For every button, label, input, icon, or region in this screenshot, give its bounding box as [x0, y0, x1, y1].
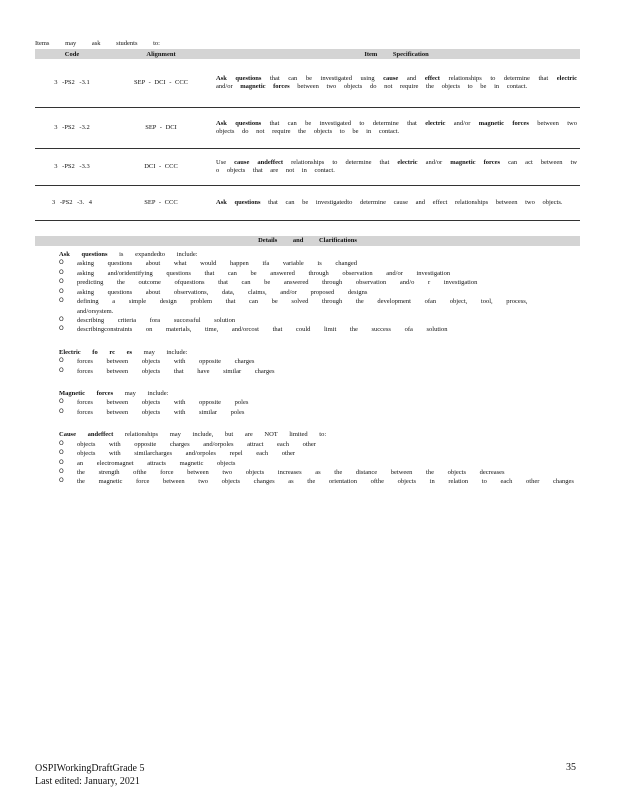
list-item	[45, 440, 575, 449]
table-row	[35, 186, 580, 221]
bold-text: effect	[424, 74, 440, 82]
details-group	[45, 389, 575, 417]
list-item-text: forces between objects with opposite charges	[77, 358, 255, 366]
list-item	[45, 477, 575, 486]
sub-list	[45, 259, 575, 334]
row-code: 3 -PS2 -3.1	[35, 59, 109, 108]
details-and-clarifications	[45, 250, 575, 500]
text-run: and/or	[417, 158, 451, 166]
bold-text: electric	[556, 74, 577, 82]
group-heading	[45, 250, 575, 259]
circle-bullet-icon: O	[59, 268, 64, 276]
list-item	[45, 316, 575, 325]
text-run: can act between tw o objects that are not in contact.	[216, 158, 578, 174]
row-specification	[213, 108, 580, 149]
group-heading-text	[59, 250, 198, 259]
bold-text: electric	[425, 119, 446, 127]
text-run: that can be investigated to determine that	[261, 119, 426, 127]
column-header-alignment: Alignment	[109, 49, 213, 59]
footer-last-edited: Last edited: January, 2021	[35, 776, 140, 787]
bold-text: Ask questions	[216, 198, 261, 206]
list-item-text: forces between objects with opposite poles	[77, 399, 249, 407]
text-run: and/or	[445, 119, 479, 127]
bold-text: forces	[483, 158, 501, 166]
circle-bullet-icon: O	[59, 357, 64, 365]
bold-text: electric	[397, 158, 418, 166]
text-run	[266, 83, 274, 90]
list-item	[45, 367, 575, 376]
list-item-text: asking and/oridentifying questions that can be answered through observation and/or investigation	[77, 269, 451, 277]
bold-text: forces	[512, 119, 529, 127]
row-specification	[213, 186, 580, 221]
circle-bullet-icon: O	[59, 407, 64, 415]
group-heading-text	[59, 389, 169, 398]
row-specification	[213, 149, 580, 186]
details-group	[45, 430, 575, 487]
text-run: Use	[216, 158, 235, 166]
circle-bullet-icon: O	[59, 458, 64, 466]
list-item-text: the magnetic force between two objects changes as the orientation ofthe objects in relation to each other changes	[77, 478, 574, 486]
list-item	[45, 408, 575, 417]
text-run: and	[398, 74, 425, 82]
row-code: 3 -PS2 -3.3	[35, 149, 109, 186]
details-section-header: Details and Clarifications	[35, 236, 580, 246]
bold-text: andeffect	[257, 158, 284, 166]
bold-text: magnetic	[478, 119, 505, 127]
list-item-text: forces between objects with similar poles	[77, 408, 245, 416]
circle-bullet-icon: O	[59, 477, 64, 485]
column-header-item-specification: Item Specification	[213, 49, 580, 59]
details-group	[45, 250, 575, 335]
text-run: may include:	[113, 390, 169, 398]
circle-bullet-icon: O	[59, 439, 64, 447]
circle-bullet-icon: O	[59, 468, 64, 476]
list-item	[45, 297, 575, 316]
list-item	[45, 449, 575, 458]
row-alignment: SEP - DCI - CCC	[109, 59, 213, 108]
group-heading-text	[59, 348, 187, 357]
list-item-text: an electromagnet attracts magnetic objects	[77, 459, 236, 467]
bold-text: Ask questions	[216, 74, 262, 82]
row-specification	[213, 59, 580, 108]
group-heading	[45, 389, 575, 398]
group-heading	[45, 430, 575, 439]
list-item-text: defining a simple design problem that can be solved through the development ofan object, tool, process, and/orsystem.	[77, 298, 528, 315]
bold-text: cause	[383, 74, 399, 82]
text-run: relationships may include, but are NOT limited to:	[113, 431, 327, 439]
text-run: may include:	[132, 348, 188, 356]
footer-document-title: OSPIWorkingDraftGrade 5	[35, 763, 145, 774]
table-row	[35, 59, 580, 108]
page-footer	[35, 762, 144, 788]
row-code: 3 -PS2 -3. 4	[35, 186, 109, 221]
table-header-row	[35, 49, 580, 59]
text-run: between two objects do not require the objects to be in contact.	[289, 83, 528, 90]
list-item-text: the strength ofthe force between two objects increases as the distance between the objects decreases	[77, 469, 505, 477]
circle-bullet-icon: O	[59, 398, 64, 406]
group-heading-text	[59, 430, 326, 439]
column-header-code: Code	[35, 49, 109, 59]
list-item-text: asking questions about observations, data, claims, and/or proposed designs	[77, 288, 368, 296]
table-row	[35, 149, 580, 186]
circle-bullet-icon: O	[59, 449, 64, 457]
sub-list	[45, 398, 575, 417]
sub-list	[45, 440, 575, 487]
page-number: 35	[566, 762, 576, 773]
text-run: relationships to determine that	[283, 158, 398, 166]
list-item	[45, 325, 575, 334]
text-run	[476, 159, 484, 166]
list-item-text: objects with similarcharges and/orpoles repel each other	[77, 450, 296, 458]
list-item-text: predicting the outcome ofquestions that can be answered through observation and/o r investigation	[77, 279, 478, 287]
intro-text: Items may ask students to:	[35, 40, 160, 47]
row-alignment: DCI - CCC	[109, 149, 213, 186]
row-alignment: SEP - CCC	[109, 186, 213, 221]
bold-text: Electric fo rc es	[59, 348, 133, 356]
sub-list	[45, 357, 575, 376]
group-heading	[45, 348, 575, 357]
circle-bullet-icon: O	[59, 366, 64, 374]
item-specification-table	[35, 49, 580, 221]
list-item-text: objects with opposite charges and/orpoles attract each other	[77, 440, 316, 448]
list-item	[45, 278, 575, 287]
bold-text: Cause andeffect	[59, 431, 114, 439]
list-item-text: asking questions about what would happen ifa variable is changed	[77, 260, 358, 268]
row-alignment: SEP - DCI	[109, 108, 213, 149]
list-item	[45, 269, 575, 278]
text-run: and/or	[216, 83, 241, 90]
list-item	[45, 288, 575, 297]
text-run: is expandedto include:	[107, 251, 198, 258]
table-row	[35, 108, 580, 149]
bold-text: magnetic	[240, 83, 266, 90]
list-item	[45, 398, 575, 407]
bold-text: Magnetic forces	[59, 390, 114, 398]
list-item-text: describing criteria fora successful solution	[77, 316, 236, 324]
circle-bullet-icon: O	[59, 297, 64, 305]
list-item	[45, 357, 575, 366]
list-item	[45, 459, 575, 468]
text-run: that can be investigatedto determine cause and effect relationships between two objects.	[260, 198, 563, 206]
bold-text: forces	[273, 83, 290, 90]
circle-bullet-icon: O	[59, 315, 64, 323]
circle-bullet-icon: O	[59, 287, 64, 295]
text-run: that can be investigated using	[261, 74, 384, 82]
list-item-text: describingconstraints on materials, time, and/orcost that could limit the success ofa solution	[77, 326, 448, 334]
list-item	[45, 259, 575, 268]
bold-text: cause	[234, 158, 250, 166]
bold-text: Ask questions	[216, 119, 262, 127]
circle-bullet-icon: O	[59, 325, 64, 333]
text-run: relationships to determine that	[439, 74, 557, 82]
list-item	[45, 468, 575, 477]
text-run: between two objects do not require the objects to be in contact.	[216, 119, 578, 135]
circle-bullet-icon: O	[59, 259, 64, 267]
list-item-text: forces between objects that have similar charges	[77, 367, 275, 375]
row-code: 3 -PS2 -3.2	[35, 108, 109, 149]
circle-bullet-icon: O	[59, 278, 64, 286]
bold-text: Ask questions	[59, 251, 108, 258]
details-group	[45, 348, 575, 376]
bold-text: magnetic	[450, 158, 476, 166]
